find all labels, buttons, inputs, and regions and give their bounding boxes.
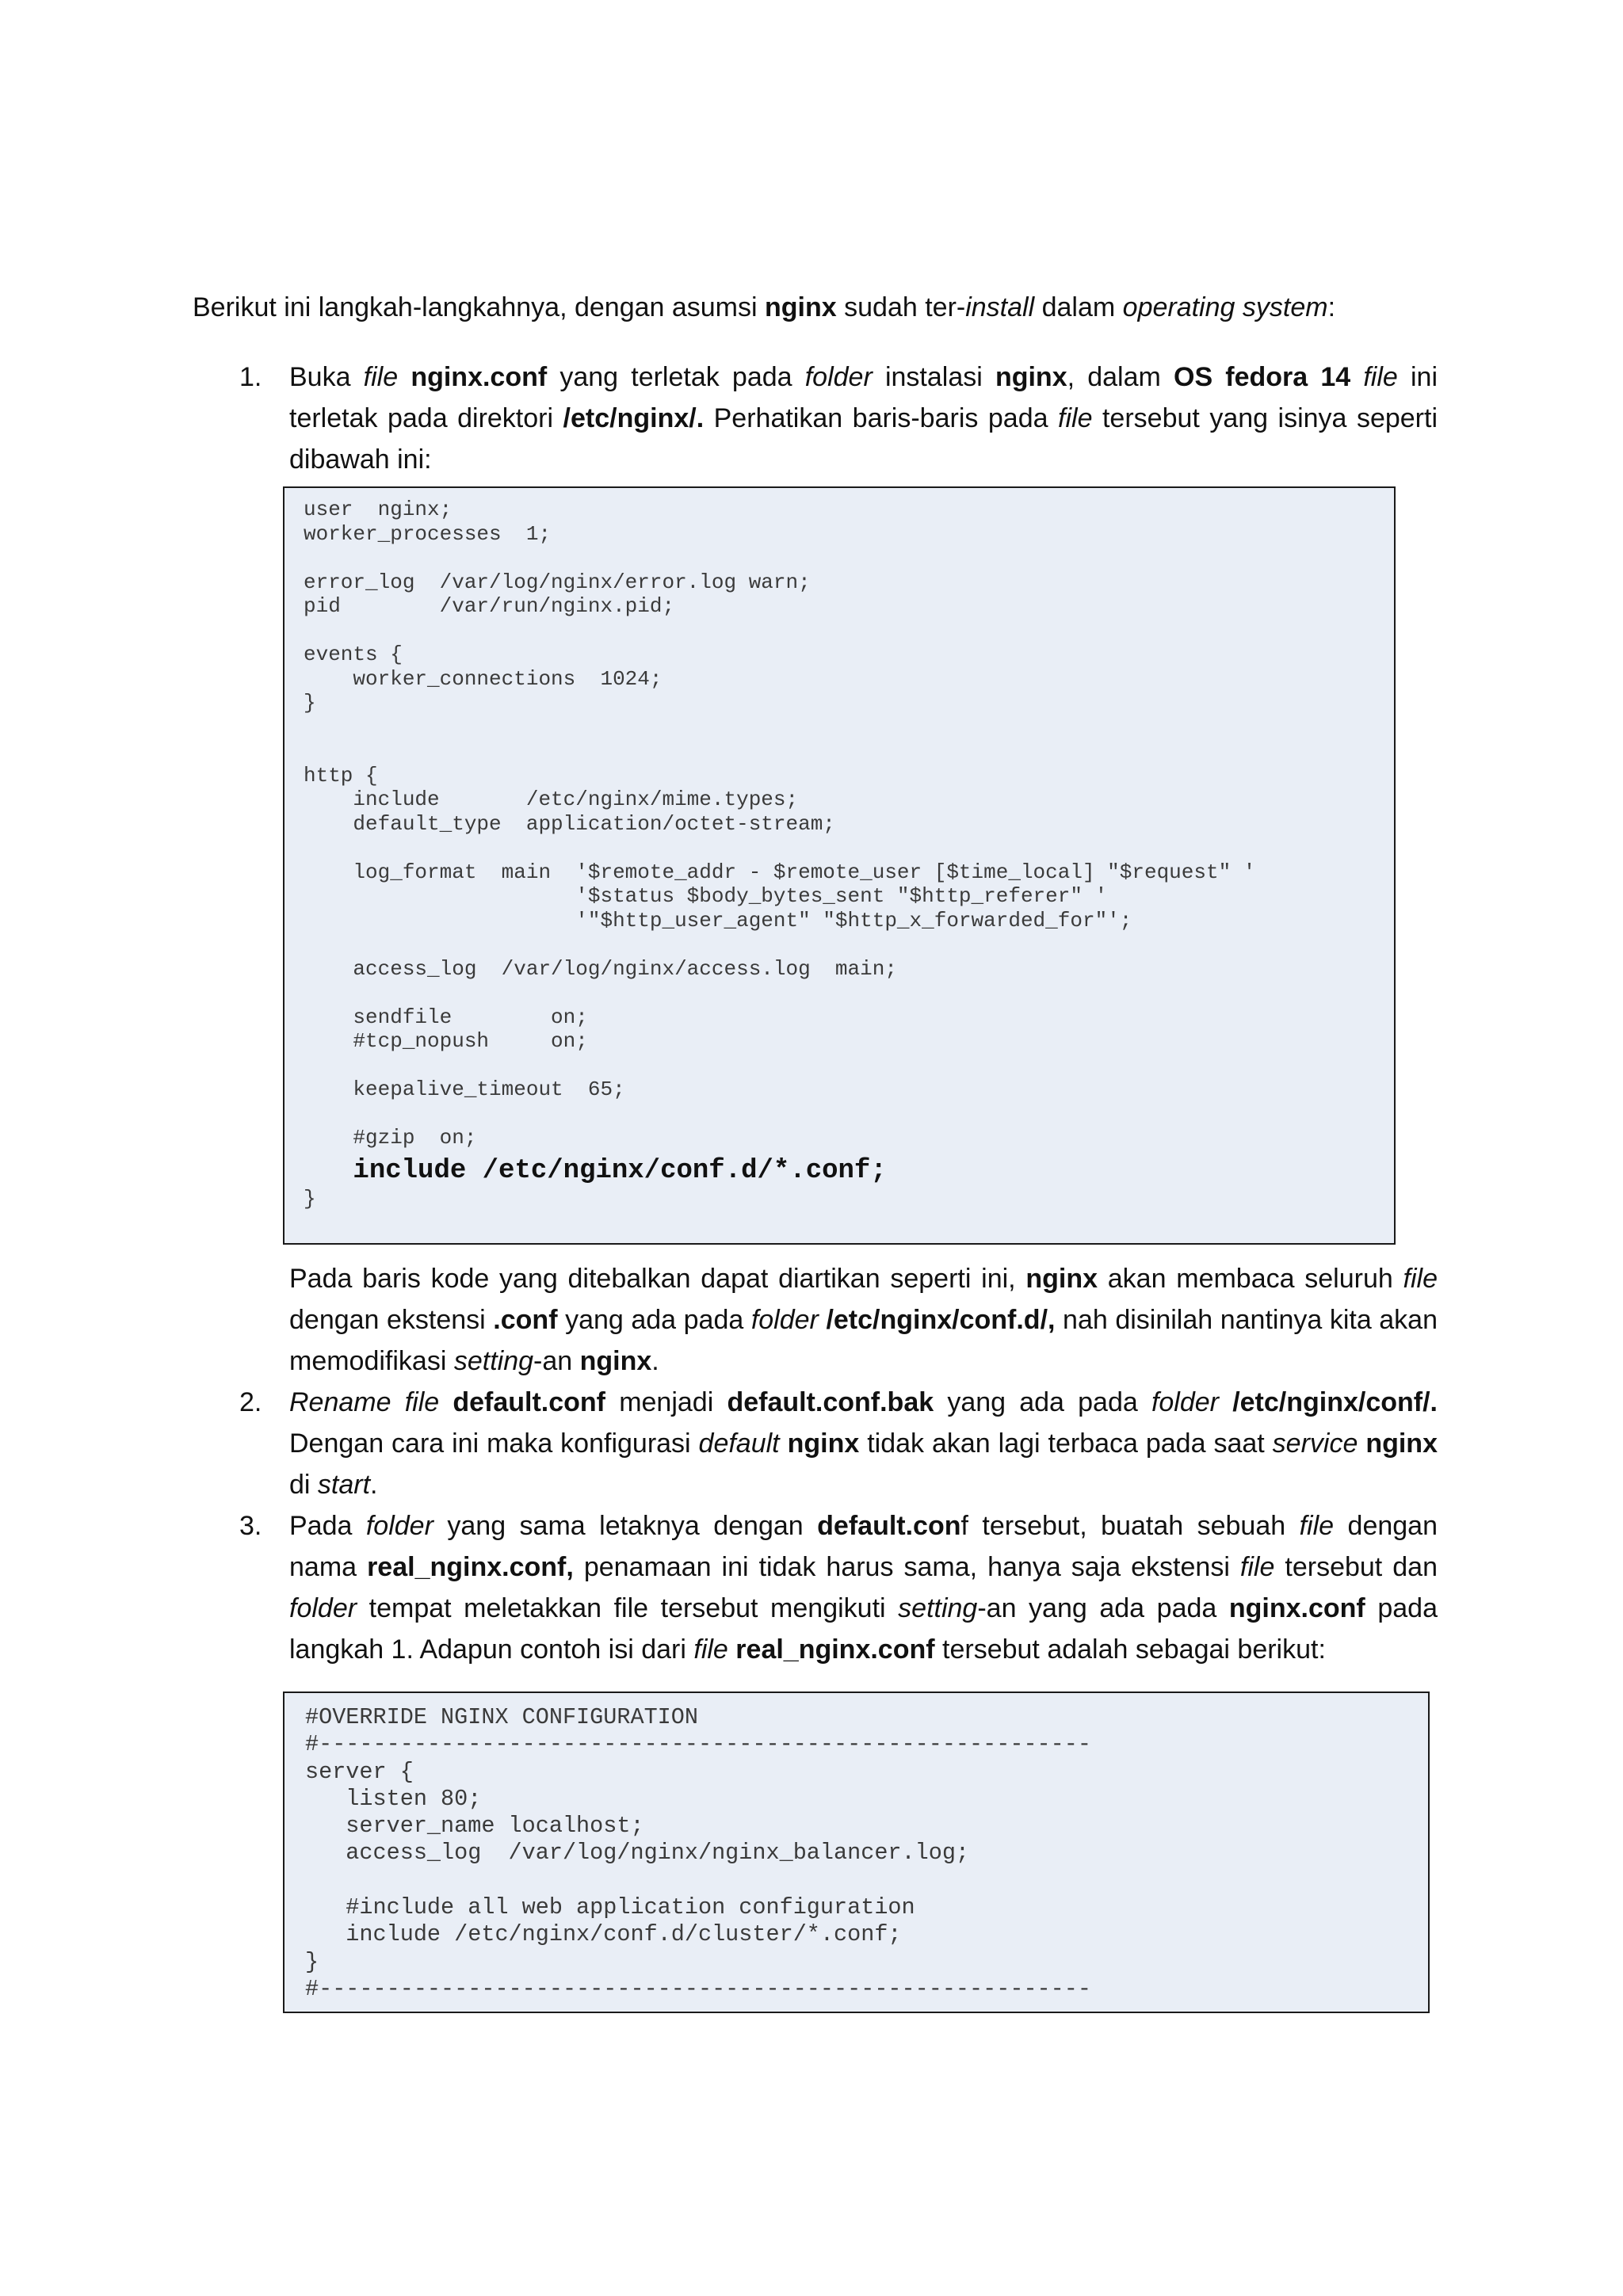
- explanation-text-part: .: [651, 1346, 659, 1376]
- intro-text: sudah ter-: [836, 292, 966, 322]
- intro-bold-nginx: nginx: [765, 292, 837, 322]
- explanation-bold: nginx: [1025, 1264, 1098, 1294]
- step-1-italic: file: [1363, 362, 1398, 392]
- step-1-bold: OS fedora 14: [1174, 362, 1351, 392]
- step-1-italic: folder: [804, 362, 873, 392]
- code-block-nginx-conf: [283, 486, 1396, 1245]
- step-1-bold: nginx.conf: [411, 362, 548, 392]
- step-3-italic: file: [1239, 1552, 1275, 1582]
- step-2-bold: nginx: [1365, 1428, 1438, 1459]
- step-1-text-part: Perhatikan baris-baris pada: [704, 403, 1059, 433]
- step-3-text-part: pada langkah 1. Adapun contoh isi dari: [289, 1593, 1438, 1665]
- step-3-text-part: tersebut adalah sebagai berikut:: [934, 1634, 1326, 1665]
- code-highlight-include: include /etc/nginx/conf.d/*.conf;: [353, 1155, 887, 1186]
- step-2-bold: nginx: [787, 1428, 860, 1459]
- step-2-text-part: di: [289, 1470, 318, 1500]
- step-3-text-part: f tersebut, buatah sebuah: [960, 1511, 1300, 1541]
- explanation-text-part: -an: [533, 1346, 580, 1376]
- step-2-text-part: Dengan cara ini maka konfigurasi: [289, 1428, 699, 1459]
- code-lines: user nginx; worker_processes 1; error_log /var/log/nginx/error.log warn; pid /var/run/nginx.pid; events { worker_connections 1024; } http { include /etc/nginx/mime.types; default_type application/octet-stream; log_format main '$remote_addr - $remote_user [$time_local] "$request" ' '$status $body_bytes_sent "$http_referer" ' '"$http_user_agent" "$http_x_forwarded_for"'; access_log /var/log/nginx/access.log main; sendfile on; #tcp_nopush on; keepalive_timeout 65; #gzip on;: [304, 498, 1256, 1150]
- step-2-text-part: .: [370, 1470, 378, 1500]
- step-1-text-part: instalasi: [872, 362, 995, 392]
- step-2-text-part: tidak akan lagi terbaca pada saat: [859, 1428, 1273, 1459]
- step-3-text: [289, 1505, 1438, 1670]
- step-3-italic: setting: [898, 1593, 978, 1623]
- step-3-italic: file: [1299, 1511, 1335, 1541]
- step-1-text-part: [1350, 362, 1363, 392]
- step-2-text-part: [1358, 1428, 1365, 1459]
- explanation-bold: .conf: [493, 1305, 558, 1335]
- step-3-text-part: dengan nama: [289, 1511, 1438, 1582]
- intro-text: Berikut ini langkah-langkahnya, dengan asumsi: [193, 292, 766, 322]
- code-lines: #OVERRIDE NGINX CONFIGURATION #--------------------------------------------------------- server { listen 80; server_name localhost; access_log /var/log/nginx/nginx_balancer.log; #include all web application configuration include /etc/nginx/conf.d/cluster/*.conf; } #---------------------------------------------------------: [305, 1704, 1091, 2002]
- step-1-number: 1.: [239, 362, 262, 392]
- step-2-bold: default.conf: [453, 1387, 606, 1417]
- step-3-text-part: yang sama letaknya dengan: [433, 1511, 818, 1541]
- explanation-bold: nginx: [579, 1346, 652, 1376]
- step-3-bold: real_nginx.conf: [735, 1634, 935, 1665]
- step-3-number: 3.: [239, 1511, 262, 1541]
- step-3-italic: folder: [365, 1511, 433, 1541]
- step-1-explanation-text: [289, 1258, 1438, 1382]
- step-2-number: 2.: [239, 1387, 262, 1417]
- step-3-text-part: -an yang ada pada: [977, 1593, 1229, 1623]
- step-3-bold: nginx.conf: [1228, 1593, 1365, 1623]
- code-block-real-nginx-conf: [283, 1691, 1430, 2013]
- intro-paragraph: [193, 287, 1445, 328]
- step-3-text-part: Pada: [289, 1511, 366, 1541]
- explanation-italic: folder: [750, 1305, 819, 1335]
- intro-text: :: [1327, 292, 1336, 322]
- step-2-italic: start: [317, 1470, 371, 1500]
- step-3-italic: folder: [289, 1593, 357, 1623]
- step-1-text-part: ini terletak pada direktori: [289, 362, 1438, 433]
- explanation-text-part: yang ada pada: [557, 1305, 751, 1335]
- code-closing-brace: }: [304, 1186, 316, 1211]
- explanation-italic: file: [1403, 1264, 1438, 1294]
- step-2-text: [289, 1382, 1438, 1505]
- explanation-text-part: akan membaca seluruh: [1098, 1264, 1403, 1294]
- intro-italic-install: install: [965, 292, 1035, 322]
- explanation-text-part: nah disinilah nantinya kita akan memodifikasi: [289, 1305, 1438, 1376]
- step-2-bold: /etc/nginx/conf/.: [1232, 1387, 1438, 1417]
- step-1-text-part: , dalam: [1067, 362, 1174, 392]
- step-2-italic: service: [1272, 1428, 1358, 1459]
- step-2-italic: folder: [1151, 1387, 1219, 1417]
- step-3-text-part: [728, 1634, 735, 1665]
- code-indent: [304, 1160, 353, 1184]
- step-2-text-part: [439, 1387, 453, 1417]
- explanation-text-part: Pada baris kode yang ditebalkan dapat diartikan seperti ini,: [289, 1264, 1026, 1294]
- explanation-italic: setting: [453, 1346, 534, 1376]
- explanation-bold: /etc/nginx/conf.d/,: [826, 1305, 1056, 1335]
- step-1-text-part: yang terletak pada: [547, 362, 805, 392]
- step-3-text-part: penamaan ini tidak harus sama, hanya saja ekstensi: [573, 1552, 1240, 1582]
- step-1-text-part: tersebut yang isinya seperti dibawah ini:: [289, 403, 1438, 475]
- step-1-italic: file: [363, 362, 399, 392]
- step-2-text-part: yang ada pada: [934, 1387, 1151, 1417]
- step-3-text-part: tersebut dan: [1274, 1552, 1438, 1582]
- step-3-bold: real_nginx.conf,: [367, 1552, 574, 1582]
- step-2-italic: Rename file: [289, 1387, 440, 1417]
- step-1-bold: /etc/nginx/.: [563, 403, 705, 433]
- intro-italic-os: operating system: [1122, 292, 1328, 322]
- step-2-bold: default.conf.bak: [727, 1387, 934, 1417]
- step-2-text-part: [1219, 1387, 1232, 1417]
- step-2-text-part: [780, 1428, 788, 1459]
- step-3-bold: default.con: [817, 1511, 961, 1541]
- explanation-text-part: dengan ekstensi: [289, 1305, 494, 1335]
- step-2-italic: default: [698, 1428, 780, 1459]
- intro-text: dalam: [1034, 292, 1123, 322]
- step-1-italic: file: [1058, 403, 1093, 433]
- step-1-bold: nginx: [995, 362, 1067, 392]
- step-1-text: [289, 357, 1438, 480]
- step-3-italic: file: [693, 1634, 728, 1665]
- step-1-text-part: Buka: [289, 362, 364, 392]
- step-3-text-part: tempat meletakkan file tersebut mengikuti: [357, 1593, 899, 1623]
- step-1-text-part: [398, 362, 411, 392]
- step-2-text-part: menjadi: [605, 1387, 727, 1417]
